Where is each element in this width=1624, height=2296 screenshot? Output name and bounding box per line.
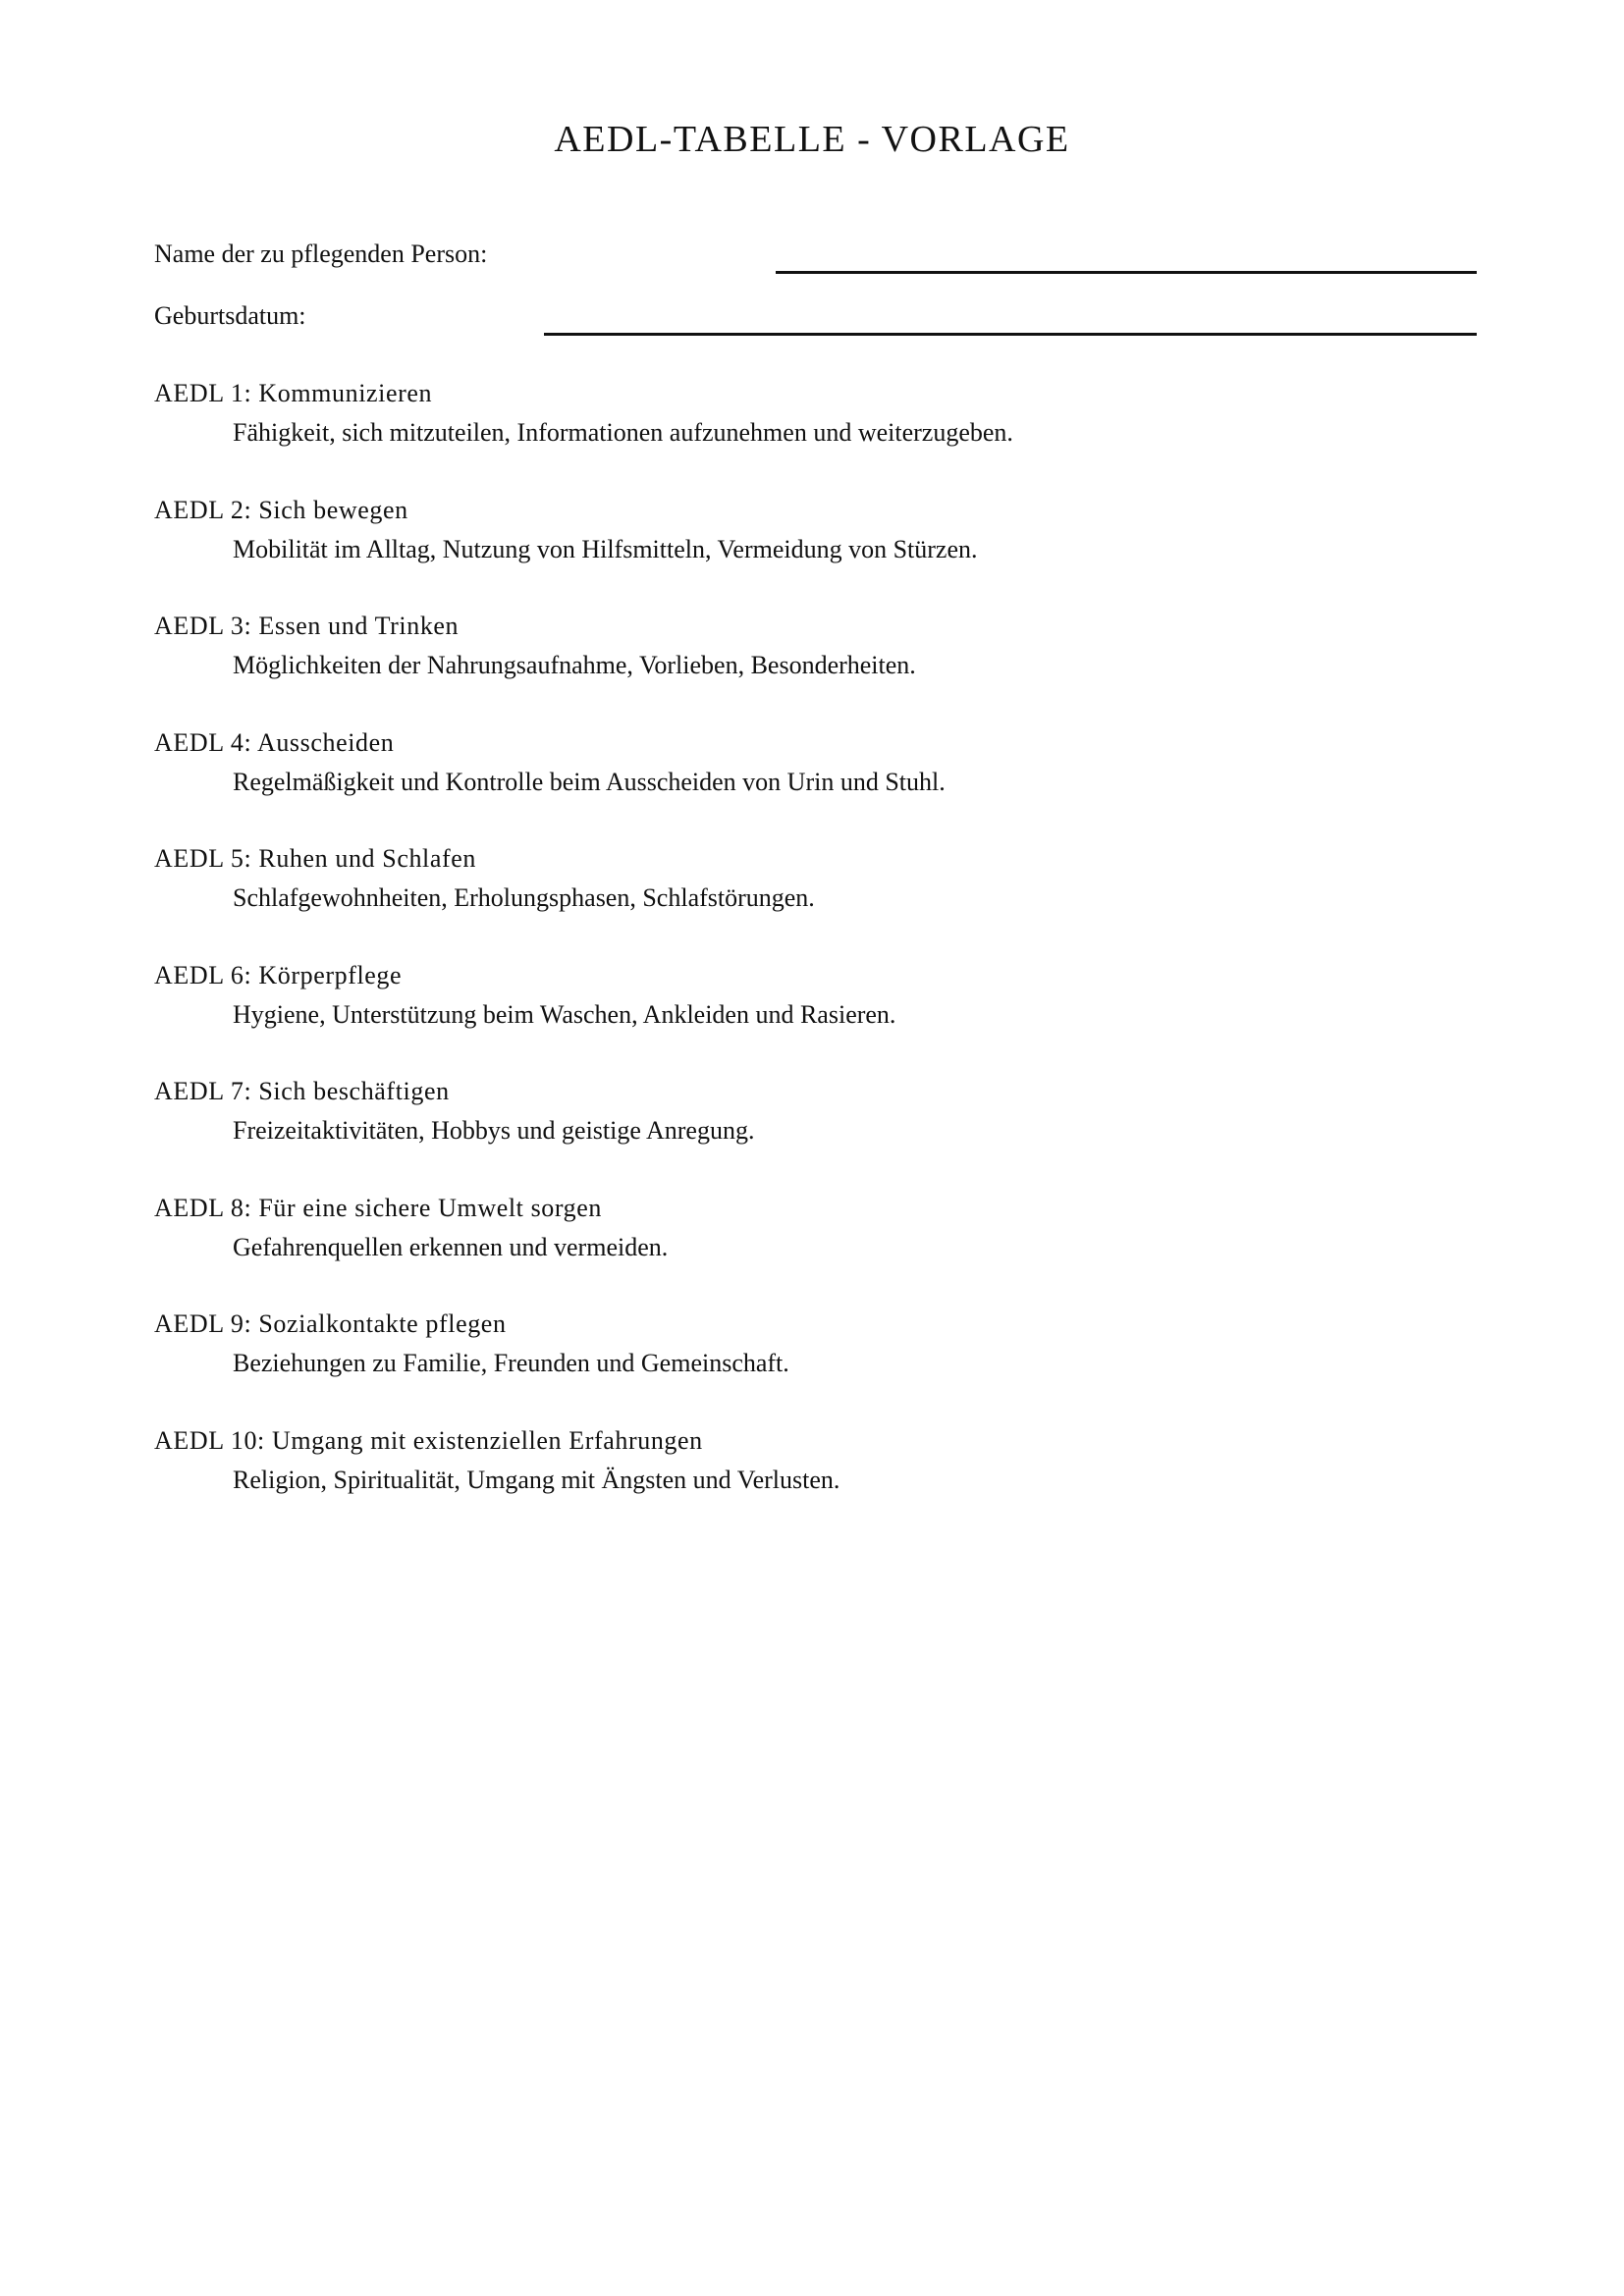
- aedl-item: [154, 1075, 1480, 1192]
- aedl-heading: AEDL 10: Umgang mit existenziellen Erfahrungen: [154, 1425, 703, 1455]
- aedl-item: [154, 1192, 1480, 1308]
- aedl-description: Schlafgewohnheiten, Erholungsphasen, Schlafstörungen.: [233, 883, 815, 912]
- aedl-heading: AEDL 6: Körperpflege: [154, 960, 403, 989]
- aedl-description: Freizeitaktivitäten, Hobbys und geistige Anregung.: [233, 1116, 755, 1145]
- aedl-heading: AEDL 5: Ruhen und Schlafen: [154, 844, 477, 873]
- aedl-item: [154, 842, 1480, 959]
- aedl-item: [154, 1308, 1480, 1424]
- aedl-item: [154, 377, 1480, 494]
- aedl-item: [154, 1424, 1480, 1541]
- aedl-description: Regelmäßigkeit und Kontrolle beim Ausscheiden von Urin und Stuhl.: [233, 767, 946, 796]
- aedl-heading: AEDL 2: Sich bewegen: [154, 495, 408, 524]
- aedl-heading: AEDL 9: Sozialkontakte pflegen: [154, 1309, 507, 1338]
- aedl-heading: AEDL 8: Für eine sichere Umwelt sorgen: [154, 1193, 603, 1222]
- aedl-heading: AEDL 3: Essen und Trinken: [154, 612, 460, 640]
- page-title: AEDL-TABELLE - VORLAGE: [554, 119, 1070, 160]
- aedl-item: [154, 610, 1480, 726]
- aedl-description: Beziehungen zu Familie, Freunden und Gemeinschaft.: [233, 1349, 789, 1377]
- birthdate-field-label: Geburtsdatum:: [154, 301, 306, 330]
- name-field-label: Name der zu pflegenden Person:: [154, 240, 488, 268]
- aedl-heading: AEDL 4: Ausscheiden: [154, 727, 395, 757]
- aedl-description: Möglichkeiten der Nahrungsaufnahme, Vorlieben, Besonderheiten.: [233, 651, 916, 679]
- birthdate-field-line[interactable]: [544, 333, 1477, 336]
- aedl-heading: AEDL 7: Sich beschäftigen: [154, 1077, 450, 1105]
- aedl-heading: AEDL 1: Kommunizieren: [154, 379, 433, 407]
- aedl-description: Fähigkeit, sich mitzuteilen, Informationen aufzunehmen und weiterzugeben.: [233, 418, 1013, 447]
- name-field-line[interactable]: [776, 271, 1477, 274]
- aedl-description: Hygiene, Unterstützung beim Waschen, Ankleiden und Rasieren.: [233, 999, 896, 1029]
- aedl-item: [154, 494, 1480, 611]
- aedl-description: Religion, Spiritualität, Umgang mit Ängsten und Verlusten.: [233, 1465, 840, 1494]
- aedl-list: [154, 377, 1480, 1540]
- aedl-item: [154, 726, 1480, 843]
- aedl-description: Gefahrenquellen erkennen und vermeiden.: [233, 1232, 669, 1261]
- aedl-description: Mobilität im Alltag, Nutzung von Hilfsmitteln, Vermeidung von Stürzen.: [233, 534, 978, 563]
- aedl-item: [154, 959, 1480, 1076]
